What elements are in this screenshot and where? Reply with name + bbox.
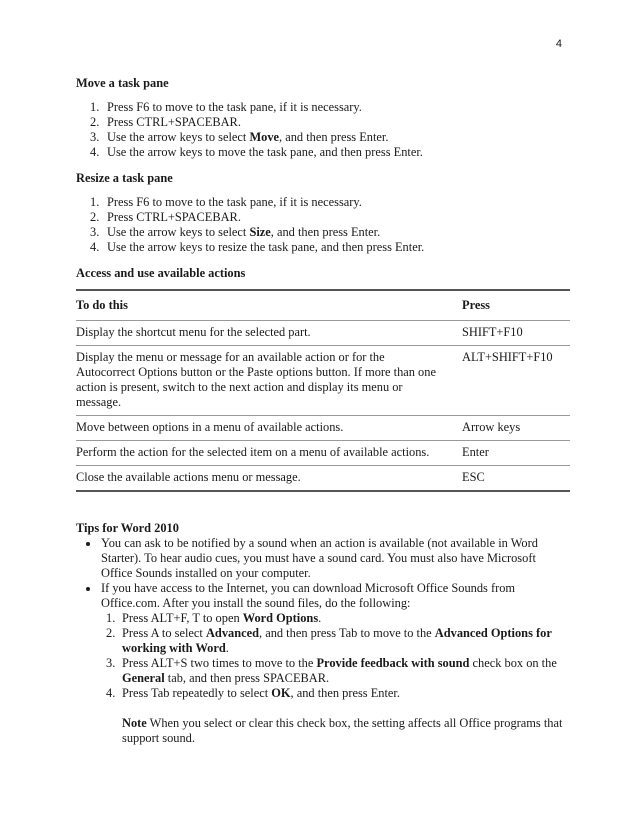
column-header-press: Press — [442, 290, 570, 321]
list-item: 3. Use the arrow keys to select Size, and then press Enter. — [90, 225, 381, 239]
tips-bullet-list — [76, 536, 570, 746]
table-header-row — [76, 290, 570, 321]
note-label: Note — [122, 716, 147, 730]
bullet-icon — [86, 587, 90, 591]
move-section-heading: Move a task pane — [76, 76, 169, 90]
list-item: 2. Press CTRL+SPACEBAR. — [90, 210, 241, 224]
tips-section — [76, 521, 570, 746]
table-cell-keys: Arrow keys — [442, 416, 570, 441]
list-item: 3. Press ALT+S two times to move to the Provide feedback with sound check box on the General tab, and then press SPACEBAR. — [106, 656, 557, 685]
table-row — [76, 416, 570, 441]
column-header-action: To do this — [76, 290, 442, 321]
list-item: 4. Use the arrow keys to move the task pane, and then press Enter. — [90, 145, 423, 159]
sound-steps-list — [101, 611, 570, 701]
document-body — [76, 76, 570, 746]
table-row — [76, 466, 570, 492]
table-cell-keys: ESC — [462, 470, 485, 484]
resize-task-pane-section — [76, 171, 570, 255]
list-item: 4. Use the arrow keys to resize the task pane, and then press Enter. — [90, 240, 425, 254]
bullet-icon — [86, 542, 90, 546]
table-row — [76, 346, 570, 416]
table-cell-keys: Enter — [442, 441, 570, 466]
list-item: 1. Press ALT+F, T to open Word Options. — [106, 611, 322, 625]
table-cell-keys: ALT+SHIFT+F10 — [442, 346, 570, 416]
table-cell-action: Perform the action for the selected item on a menu of available actions. — [76, 441, 442, 466]
table-row — [76, 321, 570, 346]
move-task-pane-section — [76, 76, 570, 160]
tips-section-heading: Tips for Word 2010 — [76, 521, 179, 535]
list-item: 2. Press A to select Advanced, and then press Tab to move to the Advanced Options for working with Word. — [106, 626, 552, 655]
table-cell-action: Display the menu or message for an available action or for the Autocorrect Options button or the Paste options button. If more than one action is present, switch to the next action and display its menu or message. — [76, 346, 442, 416]
page-number: 4 — [555, 38, 562, 50]
table-cell-keys: SHIFT+F10 — [442, 321, 570, 346]
resize-section-heading: Resize a task pane — [76, 171, 173, 185]
resize-steps-list — [76, 195, 570, 255]
actions-section-heading: Access and use available actions — [76, 266, 246, 280]
table-cell-action: Close the available actions menu or message. — [76, 470, 301, 484]
table-cell-action: Move between options in a menu of available actions. — [76, 416, 442, 441]
shortcut-table — [76, 289, 570, 492]
available-actions-section — [76, 266, 570, 492]
move-steps-list — [76, 100, 570, 160]
list-item: 4. Press Tab repeatedly to select OK, and then press Enter. — [106, 686, 400, 700]
list-item: 3. Use the arrow keys to select Move, and then press Enter. — [90, 130, 389, 144]
list-item: 1. Press F6 to move to the task pane, if it is necessary. — [90, 100, 362, 114]
table-row — [76, 441, 570, 466]
list-item: You can ask to be notified by a sound when an action is available (not available in Word Starter). To hear audio cues, you must have a sound card. You must also have Microsoft Office Sounds installed on your computer. — [76, 536, 570, 581]
list-item: If you have access to the Internet, you can download Microsoft Office Sounds from Office.com. After you install the sound files, do the following: 1. Press ALT+F, T to open Word Options. 2. Press A to select Advanced, and then press Tab to move to the Advanced Options for working with Word. 3. Press ALT+S two times to move to the Provide feedback with sound check box on the General tab, and then press SPACEBAR. 4. Press Tab repeatedly to select OK, and then press Enter. Note When you select or clear this check box, the setting affects all Office programs that support sound. — [76, 581, 570, 746]
note-paragraph: Note When you select or clear this check box, the setting affects all Office programs that support sound. — [122, 716, 563, 745]
list-item: 1. Press F6 to move to the task pane, if it is necessary. — [90, 195, 362, 209]
list-item: 2. Press CTRL+SPACEBAR. — [90, 115, 241, 129]
table-cell-action: Display the shortcut menu for the selected part. — [76, 321, 442, 346]
